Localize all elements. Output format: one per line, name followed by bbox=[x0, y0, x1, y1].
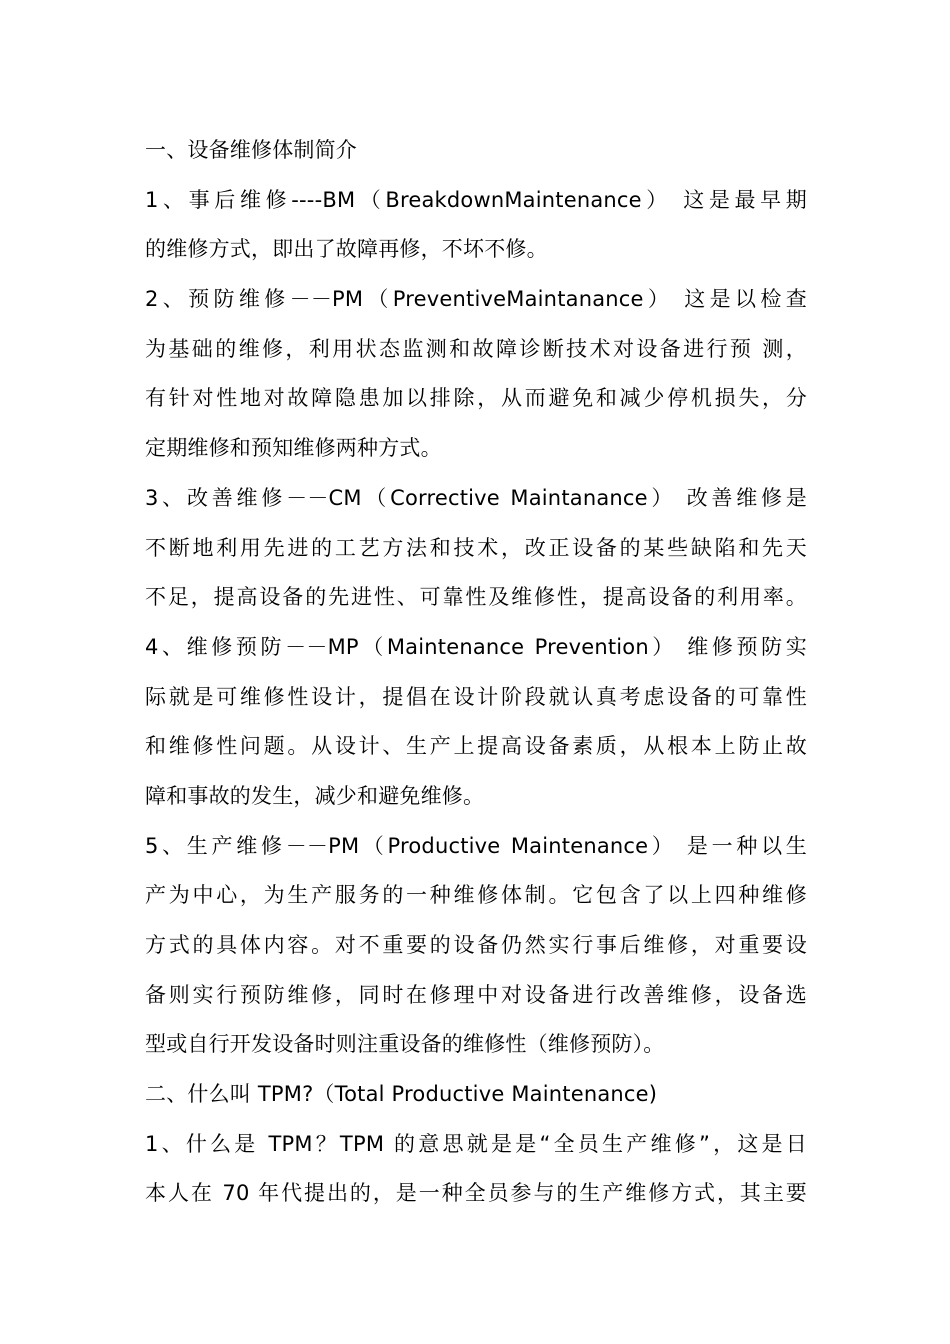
paragraph-line: 型或自行开发设备时则注重设备的维修性（维修预防）。 bbox=[145, 1032, 665, 1057]
paragraph-line: 不断地利用先进的工艺方法和技术，改正设备的某些缺陷和先天 bbox=[145, 535, 807, 560]
paragraph-line: 备则实行预防维修，同时在修理中对设备进行改善维修，设备选 bbox=[145, 982, 807, 1007]
paragraph-line: 有针对性地对故障隐患加以排除，从而避免和减少停机损失，分 bbox=[145, 386, 807, 411]
paragraph-line: 4、维修预防－－MP（Maintenance Prevention） 维修预防实 bbox=[145, 634, 807, 659]
paragraph-line: 和维修性问题。从设计、生产上提高设备素质，从根本上防止故 bbox=[145, 734, 807, 759]
section-heading-2: 二、什么叫 TPM?（Total Productive Maintenance) bbox=[145, 1082, 658, 1107]
section-heading-1: 一、设备维修体制简介 bbox=[145, 138, 357, 162]
paragraph-line: 5、生产维修－－PM（Productive Maintenance） 是一种以生 bbox=[145, 833, 807, 858]
paragraph-line: 方式的具体内容。对不重要的设备仍然实行事后维修，对重要设 bbox=[145, 933, 807, 957]
paragraph-line: 的维修方式，即出了故障再修，不坏不修。 bbox=[145, 237, 548, 262]
paragraph-line: 产为中心，为生产服务的一种维修体制。它包含了以上四种维修 bbox=[145, 883, 807, 908]
paragraph-line: 3、改善维修－－CM（Corrective Maintanance） 改善维修是 bbox=[145, 485, 807, 510]
document-body bbox=[145, 126, 807, 1219]
paragraph-line: 2、预防维修－－PM（PreventiveMaintanance） 这是以检查 bbox=[145, 287, 807, 312]
paragraph-line: 为基础的维修，利用状态监测和故障诊断技术对设备进行预 测， bbox=[145, 336, 807, 361]
paragraph-line: 本人在 70 年代提出的，是一种全员参与的生产维修方式，其主要 bbox=[145, 1181, 807, 1206]
paragraph-line: 不足，提高设备的先进性、可靠性及维修性，提高设备的利用率。 bbox=[145, 585, 807, 610]
paragraph-line: 1、什么是 TPM？TPM 的意思就是是“全员生产维修”，这是日 bbox=[145, 1131, 807, 1156]
paragraph-line: 定期维修和预知维修两种方式。 bbox=[145, 436, 442, 461]
paragraph-line: 1、事后维修----BM（BreakdownMaintenance） 这是最早期 bbox=[145, 187, 807, 212]
paragraph-line: 障和事故的发生，减少和避免维修。 bbox=[145, 783, 485, 808]
paragraph-line: 际就是可维修性设计，提倡在设计阶段就认真考虑设备的可靠性 bbox=[145, 684, 807, 709]
